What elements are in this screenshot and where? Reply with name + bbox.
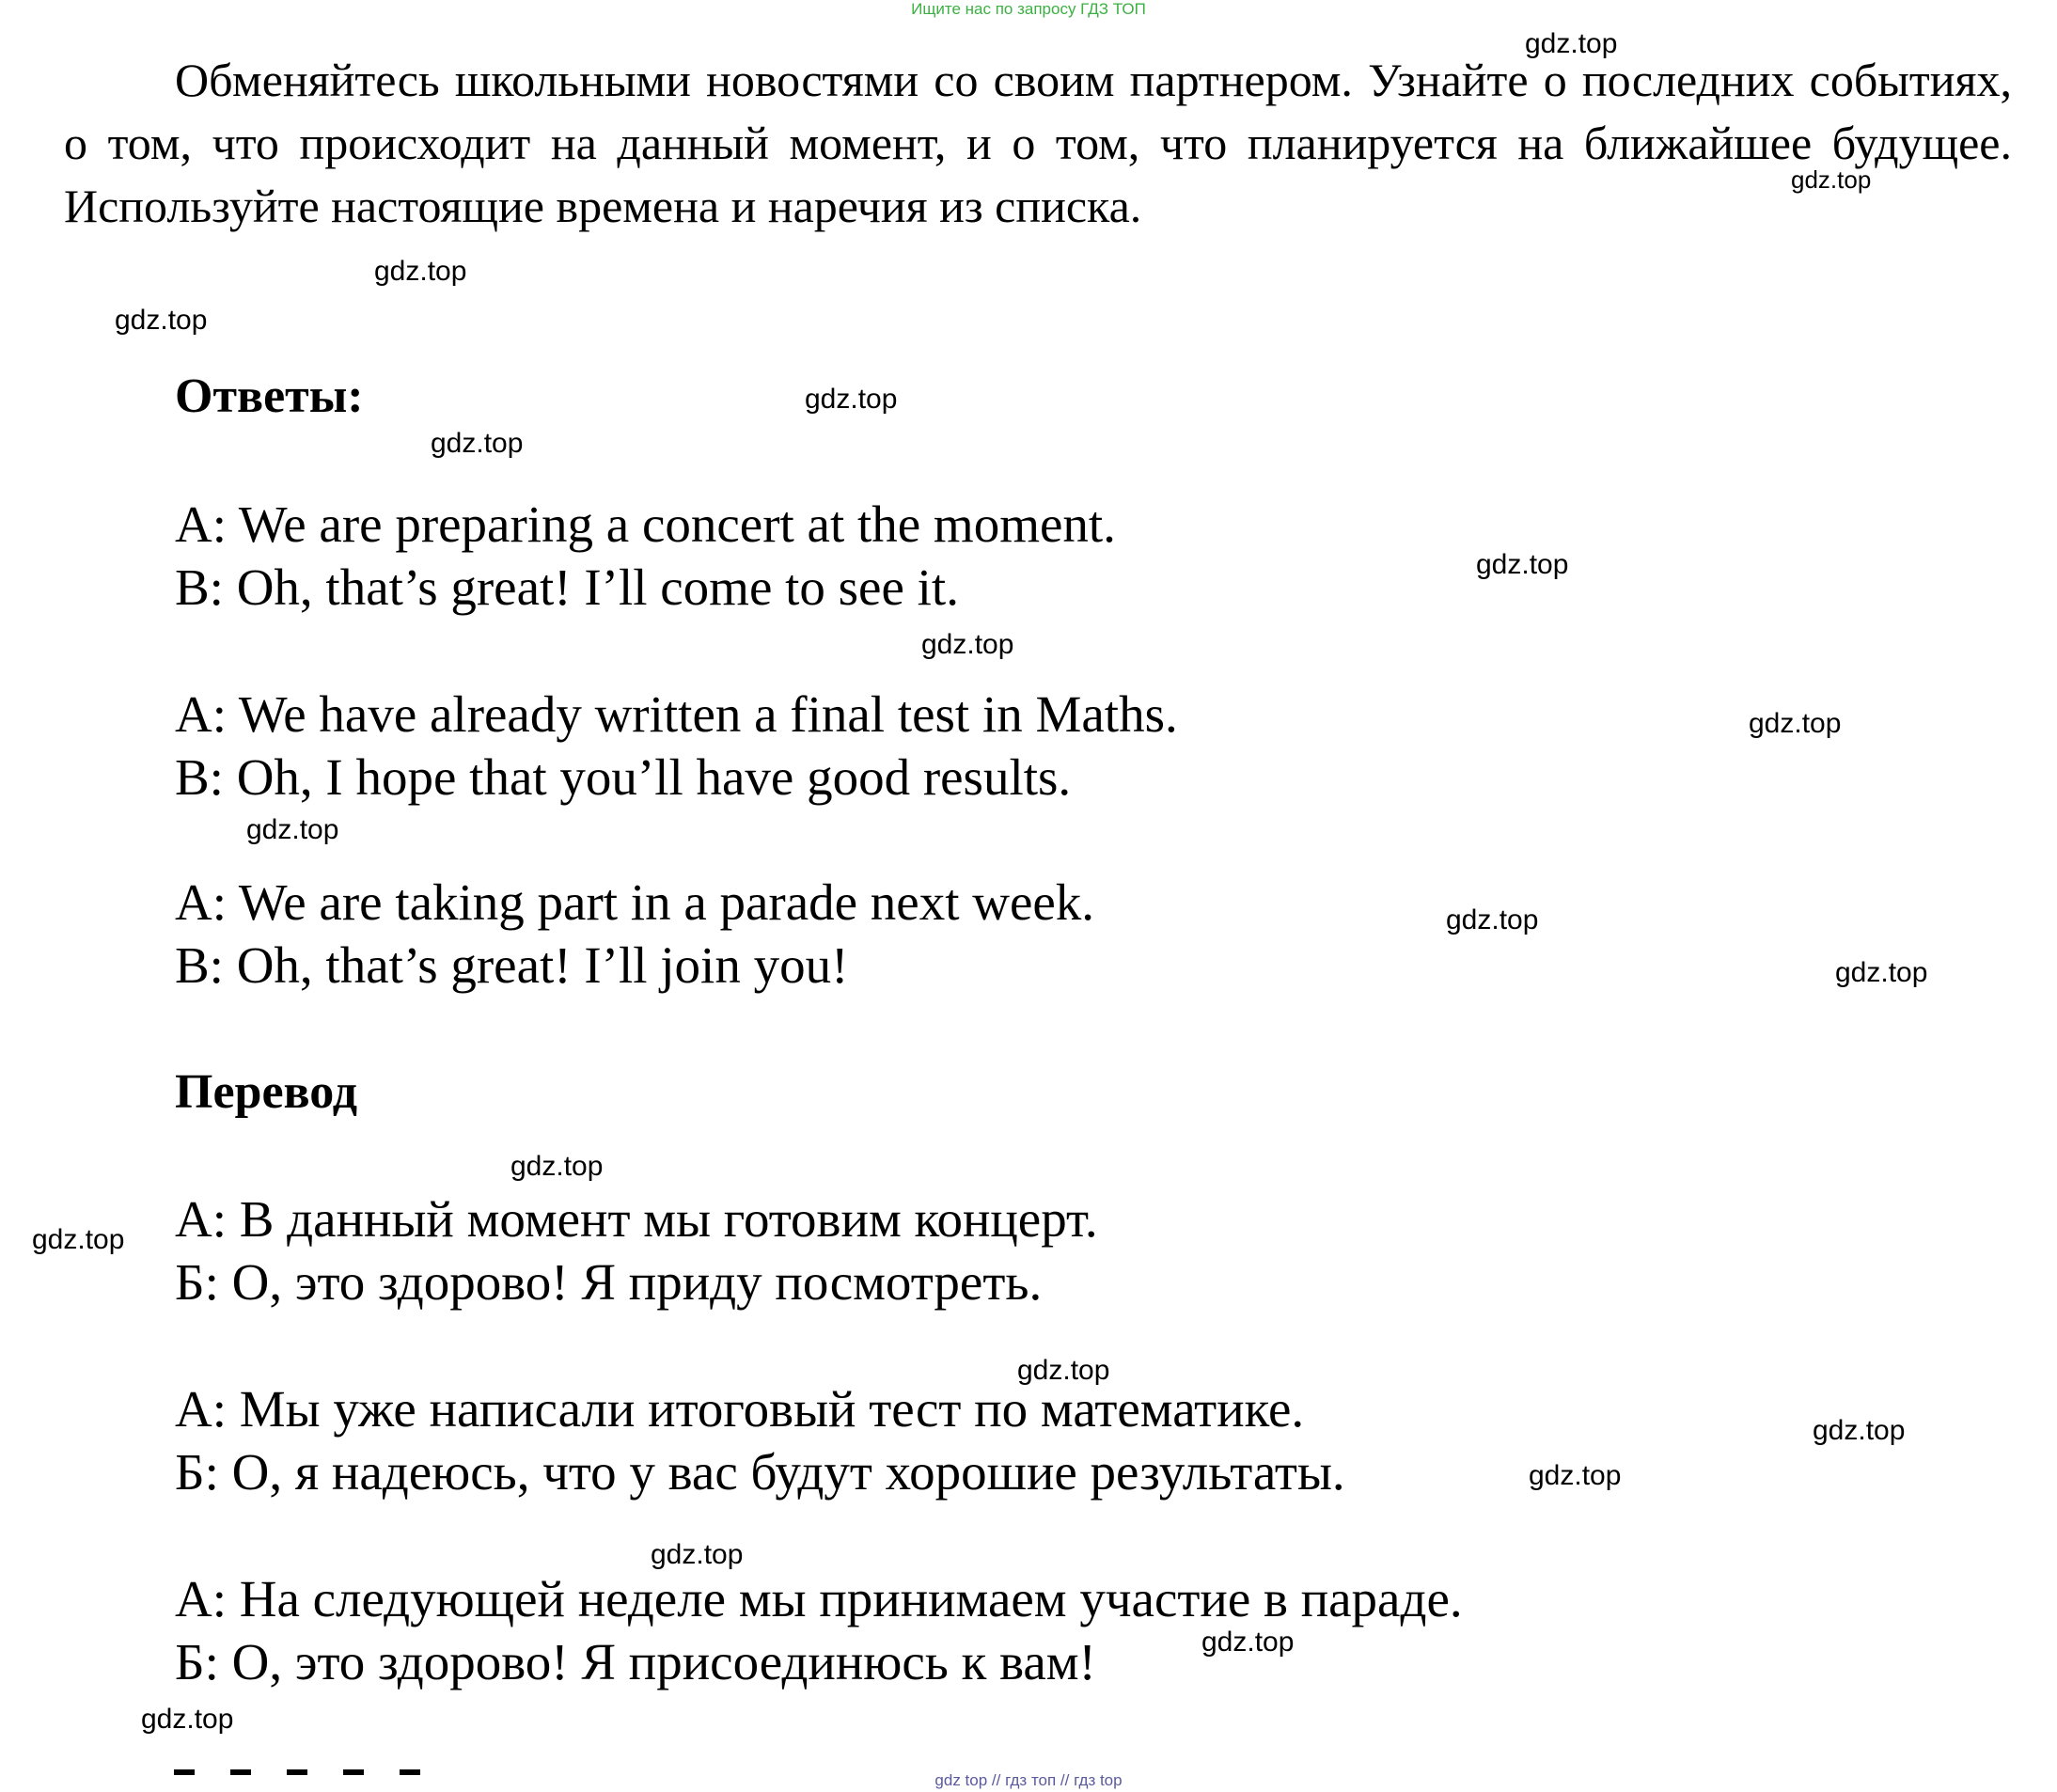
translation-line-3: А: Мы уже написали итоговый тест по математике.: [175, 1380, 1305, 1438]
watermark: gdz.top: [1446, 904, 1539, 935]
translation-line-2: Б: О, это здорово! Я приду посмотреть.: [175, 1253, 1043, 1311]
watermark: gdz.top: [246, 814, 339, 845]
translation-line-6: Б: О, это здорово! Я присоединюсь к вам!: [175, 1633, 1096, 1690]
watermark: gdz.top: [431, 428, 524, 459]
watermark: gdz.top: [32, 1224, 125, 1255]
translation-line-4: Б: О, я надеюсь, что у вас будут хорошие результаты.: [175, 1443, 1345, 1501]
task-text: Обменяйтесь школьными новостями со своим партнером. Узнайте о последних событиях, о том, что происходит на данный момент, и о том, что планируется на ближайшее будущее. Используйте настоящие времена и наречия из списка.: [64, 54, 2012, 232]
translation-line-5: А: На следующей неделе мы принимаем участие в параде.: [175, 1570, 1463, 1627]
watermark: gdz.top: [1835, 957, 1928, 988]
answers-heading: Ответы:: [175, 369, 364, 423]
watermark: gdz.top: [651, 1539, 744, 1570]
watermark: gdz.top: [805, 384, 898, 415]
watermark: gdz.top: [1749, 708, 1842, 739]
watermark: gdz.top: [1017, 1355, 1110, 1386]
answer-line-2: B: Oh, that’s great! I’ll come to see it.: [175, 558, 959, 616]
watermark: gdz.top: [510, 1151, 604, 1182]
answer-line-1: A: We are preparing a concert at the moment.: [175, 495, 1116, 553]
translation-heading: Перевод: [175, 1065, 358, 1119]
watermark: gdz.top: [1525, 28, 1618, 59]
answer-line-6: B: Oh, that’s great! I’ll join you!: [175, 936, 849, 994]
watermark: gdz.top: [921, 629, 1014, 660]
watermark: gdz.top: [1791, 165, 1872, 194]
watermark: gdz.top: [1201, 1627, 1295, 1658]
translation-line-1: А: В данный момент мы готовим концерт.: [175, 1190, 1098, 1248]
watermark: gdz.top: [374, 256, 467, 287]
watermark: gdz.top: [1529, 1460, 1622, 1491]
footer: gdz top // гдз топ // гдз top: [934, 1771, 1123, 1789]
top-banner: Ищите нас по запросу ГДЗ ТОП: [911, 0, 1146, 18]
answer-line-4: B: Oh, I hope that you’ll have good results.: [175, 748, 1072, 806]
watermark: gdz.top: [141, 1704, 234, 1735]
answer-line-5: A: We are taking part in a parade next week.: [175, 873, 1095, 931]
answer-line-3: A: We have already written a final test in Maths.: [175, 685, 1178, 743]
watermark: gdz.top: [1813, 1415, 1906, 1446]
watermark: gdz.top: [115, 305, 208, 336]
watermark: gdz.top: [1476, 549, 1569, 580]
